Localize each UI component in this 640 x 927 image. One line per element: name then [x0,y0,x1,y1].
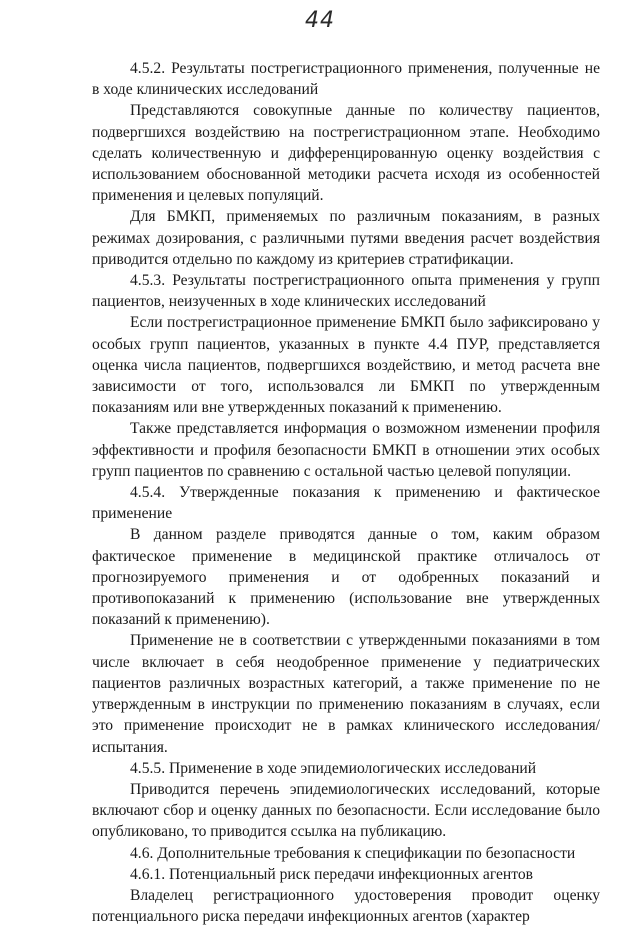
section-heading-4-5-3: 4.5.3. Результаты пострегистрационного опыта применения у групп пациентов, неизученных в ходе клинических исследований [92,272,600,311]
paragraph: Владелец регистрационного удостоверения проводит оценку потенциального риска передачи инфекционных агентов (характер [92,886,600,926]
document-body [92,58,600,927]
section-heading-4-5-4: 4.5.4. Утвержденные показания к применению и фактическое применение [92,484,600,523]
paragraph: Приводится перечень эпидемиологических исследований, которые включают сбор и оценку данных по безопасности. Если исследование было опубликовано, то приводится ссылка на публикацию. [92,780,600,841]
section-heading-4-6: 4.6. Дополнительные требования к спецификации по безопасности [130,844,576,862]
paragraph: Представляются совокупные данные по количеству пациентов, подвергшихся воздействию на пострегистрационном этапе. Необходимо сделать количественную и дифференцированную оценку воздействия с использованием обоснованной методики расчета исходя из особенностей применения и целевых популяций. [92,102,600,205]
paragraph: Также представляется информация о возможном изменении профиля эффективности и профиля безопасности БМКП в отношении этих особых групп пациентов по сравнению с остальной частью целевой популяции. [92,420,600,480]
paragraph: Применение не в соответствии с утвержденными показаниями в том числе включает в себя неодобренное применение у педиатрических пациентов различных возрастных категорий, а также применение по не утвержденным в инструкции по применению показаниям в случаях, если это применение происходит не в рамках клинического исследования/испытания. [92,632,600,756]
paragraph: Если пострегистрационное применение БМКП было зафиксировано у особых групп пациентов, указанных в пункте 4.4 ПУР, представляется оценка числа пациентов, подвергшихся воздействию, и метод расчета вне зависимости от того, использовался ли БМКП по утвержденным показаниям или вне утвержденных показаний к применению. [92,314,600,417]
paragraph: Для БМКП, применяемых по различным показаниям, в разных режимах дозирования, с различными путями введения расчет воздействия приводится отдельно по каждому из критериев стратификации. [92,208,600,268]
page-number: 44 [305,8,335,33]
section-heading-4-6-1: 4.6.1. Потенциальный риск передачи инфекционных агентов [130,865,534,883]
paragraph: В данном разделе приводятся данные о том, каким образом фактическое применение в медицинской практике отличалось от прогнозируемого применения и от одобренных показаний и противопоказаний к применению (использование вне утвержденных показаний к применению). [92,526,600,629]
section-heading-4-5-5: 4.5.5. Применение в ходе эпидемиологических исследований [130,759,537,777]
section-heading-4-5-2: 4.5.2. Результаты пострегистрационного применения, полученные не в ходе клинических исследований [92,60,600,99]
